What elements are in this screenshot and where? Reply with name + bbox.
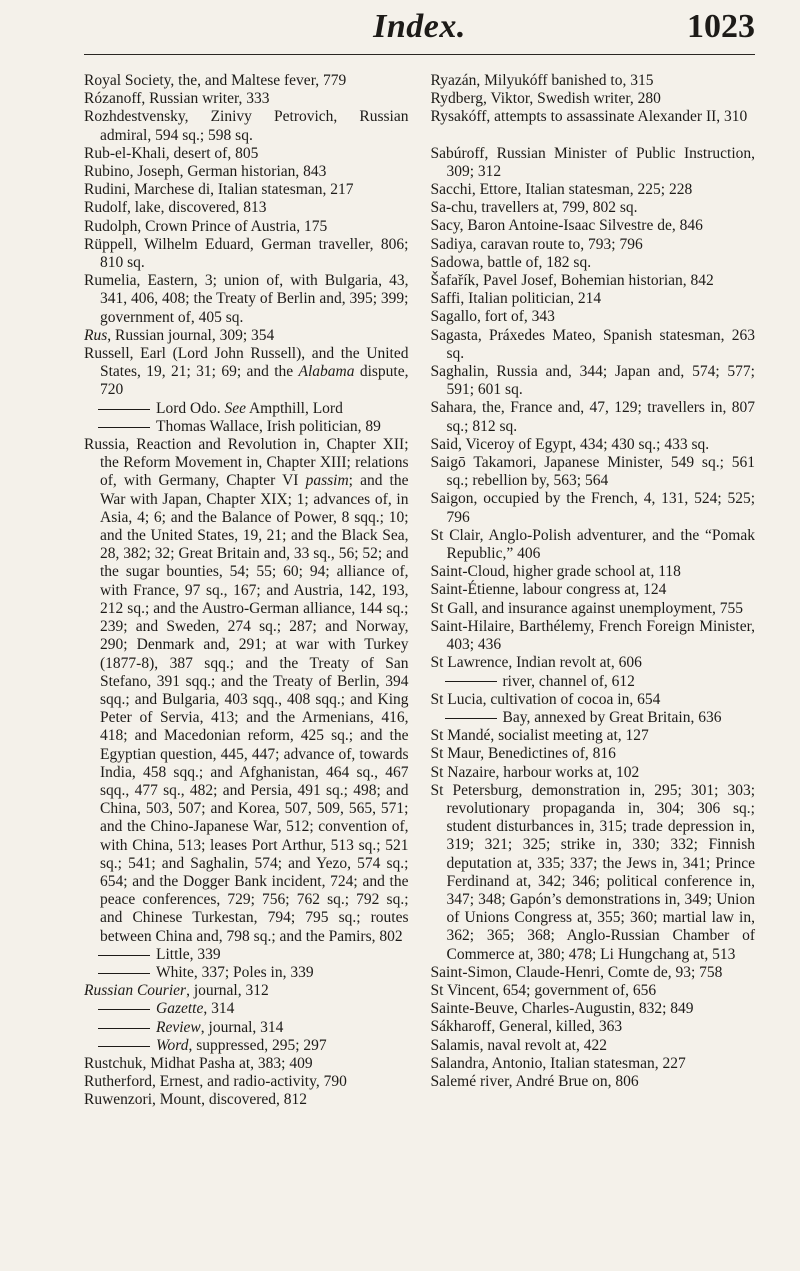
index-entry: Rozhdestvensky, Zinivy Petrovich, Russian admiral, 594 sq.; 598 sq. [84, 108, 409, 144]
index-entry: Rudolf, lake, discovered, 813 [84, 199, 267, 217]
index-entry: Sabúroff, Russian Minister of Public Instruction, 309; 312 [430, 144, 755, 180]
index-entry: St Nazaire, harbour works at, 102 [430, 763, 640, 781]
index-entry: Saigō Takamori, Japanese Minister, 549 sq.; 561 sq.; rebellion by, 563; 564 [430, 454, 755, 490]
index-entry: St Lucia, cultivation of cocoa in, 654 [430, 690, 661, 708]
index-entry: Salandra, Antonio, Italian statesman, 227 [430, 1054, 686, 1072]
page-header [84, 0, 755, 62]
index-entry: Šafařík, Pavel Josef, Bohemian historian, 842 [430, 272, 714, 290]
index-entry: Saghalin, Russia and, 344; Japan and, 574; 577; 591; 601 sq. [430, 363, 755, 399]
index-entry: Rózanoff, Russian writer, 333 [84, 90, 270, 108]
index-entry: St Mandé, socialist meeting at, 127 [430, 727, 649, 745]
left-column [84, 72, 409, 1110]
index-entry: Rüppell, Wilhelm Eduard, German traveller, 806; 810 sq. [84, 235, 409, 272]
index-entry: Sákharoff, General, killed, 363 [430, 1018, 623, 1036]
index-entry: Sacy, Baron Antoine-Isaac Silvestre de, 846 [430, 217, 703, 235]
index-entry: St Clair, Anglo-Polish adventurer, and the “Pomak Republic,” 406 [430, 526, 755, 563]
index-subentry: Review, journal, 314 [84, 1019, 409, 1037]
index-subentry: Thomas Wallace, Irish politician, 89 [84, 418, 409, 436]
index-entry: Saigon, occupied by the French, 4, 131, 524; 525; 796 [430, 490, 755, 526]
index-entry: Sagallo, fort of, 343 [430, 308, 555, 326]
index-entry: St Lawrence, Indian revolt at, 606 [430, 654, 642, 672]
index-entry: Sainte-Beuve, Charles-Augustin, 832; 849 [430, 1000, 694, 1018]
repeat-dash [445, 718, 497, 719]
repeat-dash [98, 409, 150, 410]
index-entry: St Vincent, 654; government of, 656 [430, 981, 657, 999]
repeat-dash [98, 1028, 150, 1029]
index-entry: Ruwenzori, Mount, discovered, 812 [84, 1091, 307, 1109]
repeat-dash [98, 1046, 150, 1047]
repeat-dash [98, 1009, 150, 1010]
page-number: 1023 [687, 8, 755, 45]
index-entry: Sa-chu, travellers at, 799, 802 sq. [430, 199, 638, 217]
index-entry: Ryazán, Milyukóff banished to, 315 [430, 72, 654, 89]
index-entry: Saint-Simon, Claude-Henri, Comte de, 93; 758 [430, 963, 723, 981]
section-gap [431, 127, 756, 145]
index-entry: Russian Courier, journal, 312 [84, 982, 269, 1000]
header-rule [84, 54, 755, 55]
index-entry: Rutherford, Ernest, and radio-activity, 790 [84, 1073, 347, 1091]
index-entry: Said, Viceroy of Egypt, 434; 430 sq.; 433 sq. [430, 435, 710, 453]
page-title: Index. [373, 8, 466, 45]
index-entry: Sagasta, Práxedes Mateo, Spanish statesman, 263 sq. [430, 326, 755, 362]
index-subentry: Lord Odo. See Ampthill, Lord [84, 400, 409, 418]
index-entry: Rydberg, Viktor, Swedish writer, 280 [430, 90, 661, 108]
repeat-dash [98, 955, 150, 956]
index-entry: Russell, Earl (Lord John Russell), and the United States, 19, 21; 31; 69; and the Alabama dispute, 720 [84, 345, 409, 399]
repeat-dash [445, 681, 497, 682]
index-entry: Rus, Russian journal, 309; 354 [84, 326, 275, 344]
repeat-dash [98, 973, 150, 974]
index-entry: Rudini, Marchese di, Italian statesman, 217 [84, 181, 354, 199]
index-subentry: White, 337; Poles in, 339 [84, 964, 409, 982]
index-entry: Sacchi, Ettore, Italian statesman, 225; 228 [430, 181, 693, 199]
repeat-dash [98, 427, 150, 428]
index-entry: St Petersburg, demonstration in, 295; 301; 303; revolutionary propaganda in, 304; 306 sq.; student disturbances in, 315; trade depression in, 319; 321; 325; strike in, 330; 332; Finnish deputation at, 335; 337; the Jews in, 341; Prince Ferdinand at, 342; 346; political conference in, 347; 348; Gapón’s demonstrations in, 349; Union of Unions Congress at, 355; 360; martial law in, 362; 365; 368; Anglo-Russian Chamber of Commerce at, 380; 478; Li Hungchang at, 513 [430, 781, 755, 963]
index-entry: Saint-Étienne, labour congress at, 124 [430, 581, 667, 599]
index-entry: Saint-Hilaire, Barthélemy, French Foreign Minister, 403; 436 [430, 617, 755, 654]
index-entry: Sadiya, caravan route to, 793; 796 [430, 235, 643, 253]
index-entry: St Maur, Benedictines of, 816 [430, 745, 616, 763]
index-entry: Sahara, the, France and, 47, 129; travellers in, 807 sq.; 812 sq. [430, 399, 755, 435]
index-entry: Rub-el-Khali, desert of, 805 [84, 144, 259, 162]
index-columns [84, 72, 755, 1110]
index-subentry: river, channel of, 612 [431, 673, 756, 691]
index-entry: Royal Society, the, and Maltese fever, 779 [84, 72, 347, 89]
index-entry: Rustchuk, Midhat Pasha at, 383; 409 [84, 1054, 313, 1072]
index-entry: Rumelia, Eastern, 3; union of, with Bulgaria, 43, 341, 406, 408; the Treaty of Berlin and, 395; 399; government of, 405 sq. [84, 272, 409, 326]
index-entry: Saint-Cloud, higher grade school at, 118 [430, 563, 681, 581]
index-entry: St Gall, and insurance against unemployment, 755 [430, 599, 744, 617]
index-entry: Salamis, naval revolt at, 422 [430, 1036, 607, 1054]
index-entry: Rysakóff, attempts to assassinate Alexander II, 310 [430, 108, 748, 126]
index-entry: Rudolph, Crown Prince of Austria, 175 [84, 217, 328, 235]
index-entry: Rubino, Joseph, German historian, 843 [84, 163, 327, 181]
index-subentry: Little, 339 [84, 946, 409, 964]
right-column [431, 72, 756, 1110]
index-entry: Russia, Reaction and Revolution in, Chapter XII; the Reform Movement in, Chapter XIII; relations of, with Germany, Chapter VI passim; and the War with Japan, Chapter XIX; 1; advances of, in Asia, 4; 6; and the Balance of Power, 8 sqq.; 10; and the United States, 19, 21; and the Black Sea, 28, 382; 32; Great Britain and, 33 sq., 56; 52; and the sugar bounties, 54; 55; 60; 94; alliance of, with France, 97 sq., 167; and Austria, 142, 193, 212 sq.; and the Austro-German alliance, 144 sq.; 239; and Sweden, 274 sq.; 287; and Norway, 290; Denmark and, 291; at war with Turkey (1877-8), 387 sqq.; and the Treaty of San Stefano, 391 sqq.; and the Treaty of Berlin, 394 sqq.; and Bulgaria, 403 sqq., 408 sqq.; and King Peter of Servia, 413; and the Armenians, 416, 418; and Macedonian reform, 425 sq.; and the Egyptian question, 445, 447; advance of, towards India, 458 sqq.; and Afghanistan, 464 sq., 467 sqq., 477 sq., 482; and Persia, 491 sq.; 498; and China, 503, 507; and Korea, 507, 509, 565, 571; and the Chino-Japanese War, 512; convention of, with China, 513; leases Port Arthur, 513 sq.; 521 sq.; 541; and Saghalin, 574; and Yezo, 574 sq.; 654; and the Dogger Bank incident, 724; and the peace conferences, 729; 756; 762 sq.; 792 sq.; and Chinese Turkestan, 794; 795 sq.; routes between China and, 798 sq.; and the Pamirs, 802 [84, 436, 409, 945]
index-subentry: Word, suppressed, 295; 297 [84, 1037, 409, 1055]
index-entry: Saffi, Italian politician, 214 [430, 290, 602, 308]
index-subentry: Gazette, 314 [84, 1000, 409, 1018]
index-subentry: Bay, annexed by Great Britain, 636 [431, 709, 756, 727]
index-entry: Sadowa, battle of, 182 sq. [430, 253, 592, 271]
index-entry: Salemé river, André Brue on, 806 [430, 1072, 639, 1090]
